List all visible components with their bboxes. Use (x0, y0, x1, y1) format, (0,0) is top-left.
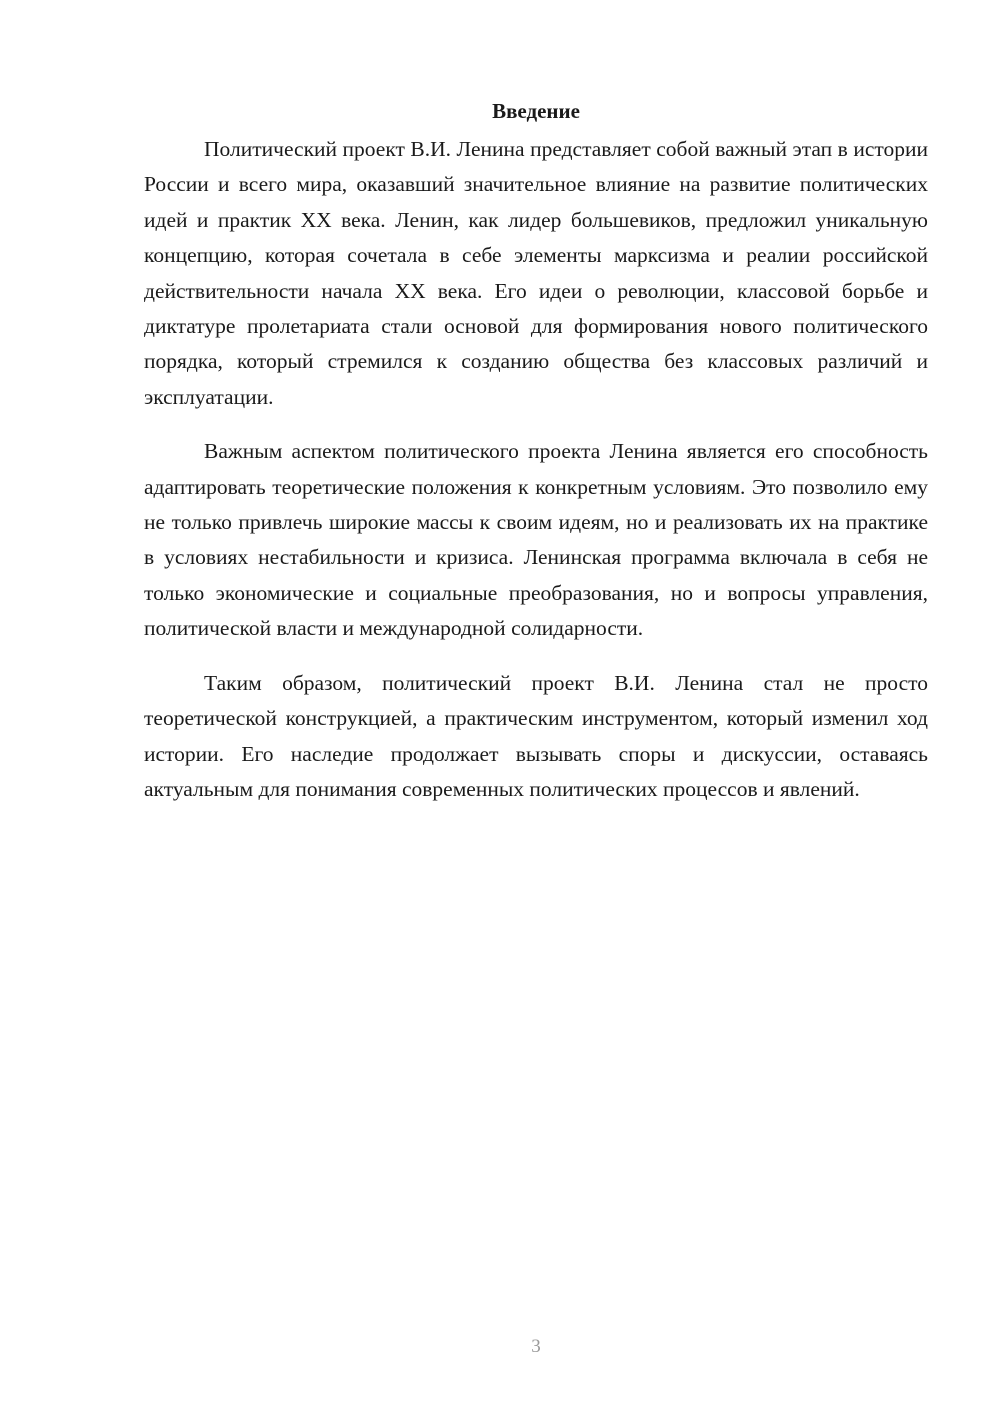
paragraph-2: Важным аспектом политического проекта Ленина является его способность адаптировать теоретические положения к конкретным условиям. Это позволило ему не только привлечь широкие массы к своим идеям, но и реализовать их на практике в условиях нестабильности и кризиса. Ленинская программа включала в себя не только экономические и социальные преобразования, но и вопросы управления, политической власти и международной солидарности. (144, 439, 928, 641)
paragraph-3: Таким образом, политический проект В.И. Ленина стал не просто теоретической конструкцией, а практическим инструментом, который изменил ход истории. Его наследие продолжает вызывать споры и дискуссии, оставаясь актуальным для понимания современных политических процессов и явлений. (144, 670, 928, 801)
page-content (144, 96, 928, 826)
section-heading: Введение (492, 99, 580, 123)
paragraph-1: Политический проект В.И. Ленина представляет собой важный этап в истории России и всего мира, оказавший значительное влияние на развитие политических идей и практик XX века. Ленин, как лидер большевиков, предложил уникальную концепцию, которая сочетала в себе элементы марксизма и реалии российской действительности начала XX века. Его идеи о революции, классовой борьбе и диктатуре пролетариата стали основой для формирования нового политического порядка, который стремился к созданию общества без классовых различий и эксплуатации. (144, 137, 928, 409)
page-number: 3 (531, 1336, 541, 1357)
